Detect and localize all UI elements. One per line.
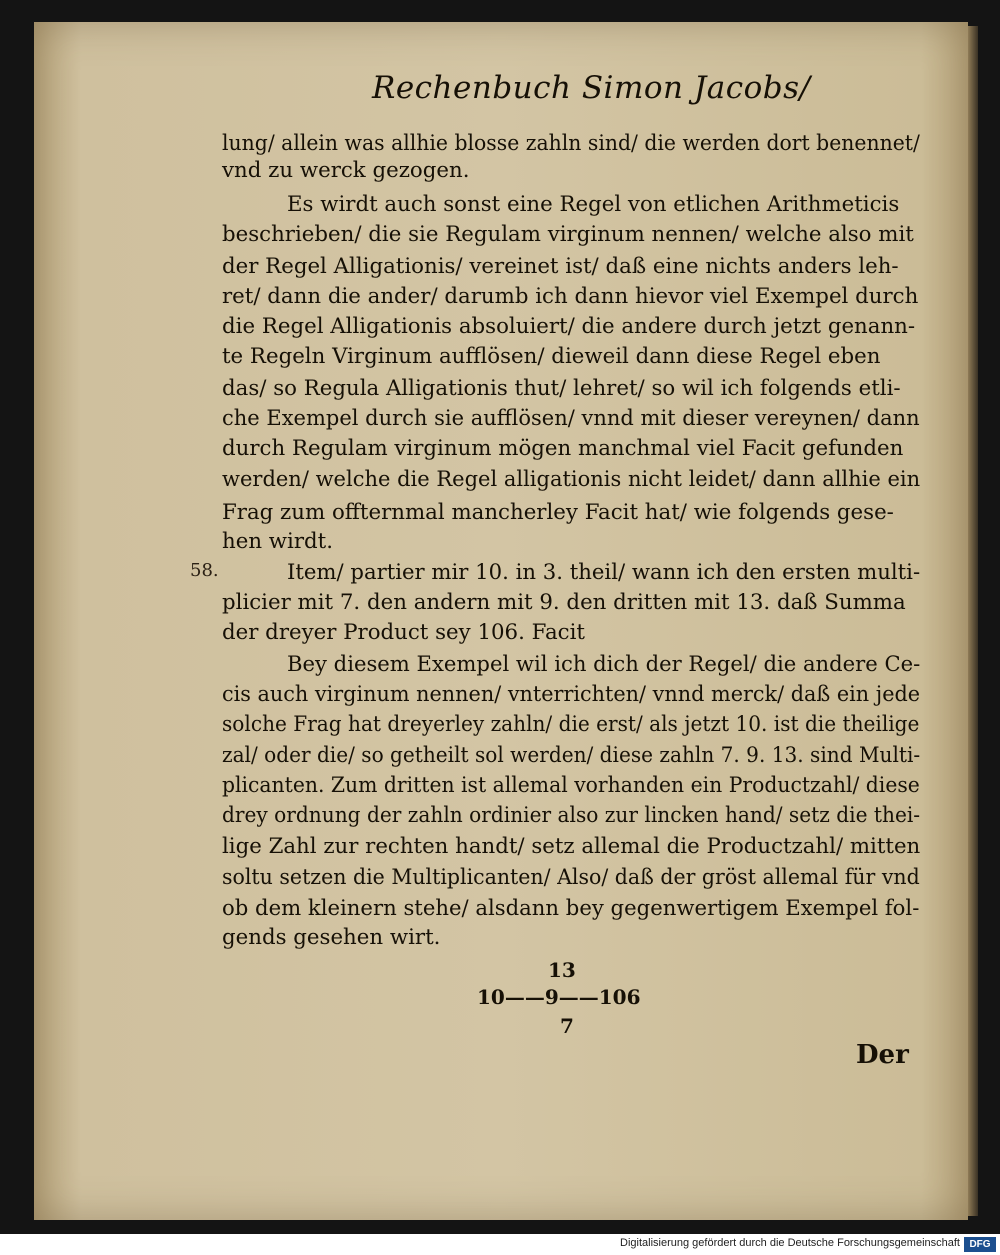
text-line: das/ so Regula Alligationis thut/ lehret/ so wil ich folgends etli- <box>222 376 901 401</box>
text-line: soltu setzen die Multiplicanten/ Also/ daß der gröst allemal für vnd <box>222 865 920 890</box>
text-line: vnd zu werck gezogen. <box>222 158 470 183</box>
text-line: die Regel Alligationis absoluiert/ die andere durch jetzt genann- <box>222 314 916 339</box>
text-line: ret/ dann die ander/ darumb ich dann hievor viel Exempel durch <box>222 284 919 309</box>
dfg-logo-icon: DFG <box>964 1237 996 1252</box>
text-line: hen wirdt. <box>222 529 333 554</box>
text-line: gends gesehen wirt. <box>222 925 441 950</box>
text-line: solche Frag hat dreyerley zahln/ die erst/ als jetzt 10. ist die theilige <box>222 712 920 737</box>
text-line: ob dem kleinern stehe/ alsdann bey gegenwertigem Exempel fol- <box>222 896 920 921</box>
text-line: drey ordnung der zahln ordinier also zur lincken hand/ setz die thei- <box>222 803 921 828</box>
text-line: der dreyer Product sey 106. Facit <box>222 620 585 645</box>
text-line: plicier mit 7. den andern mit 9. den dritten mit 13. daß Summa <box>222 590 906 615</box>
text-line: plicanten. Zum dritten ist allemal vorhanden ein Productzahl/ diese <box>222 773 920 798</box>
page-edge <box>968 26 978 1216</box>
text-line: Es wirdt auch sonst eine Regel von etlichen Arithmeticis <box>287 192 900 217</box>
text-line: werden/ welche die Regel alligationis nicht leidet/ dann allhie ein <box>222 467 921 492</box>
text-line: lige Zahl zur rechten handt/ setz allemal die Productzahl/ mitten <box>222 834 921 859</box>
text-line: Item/ partier mir 10. in 3. theil/ wann ich den ersten multi- <box>287 560 921 585</box>
text-line: zal/ oder die/ so getheilt sol werden/ diese zahln 7. 9. 13. sind Multi- <box>222 743 921 768</box>
text-line: durch Regulam virginum mögen manchmal viel Facit gefunden <box>222 436 904 461</box>
margin-number: 58. <box>190 560 219 581</box>
running-header: Rechenbuch Simon Jacobs/ <box>372 70 811 106</box>
text-line: che Exempel durch sie aufflösen/ vnnd mit dieser vereynen/ dann <box>222 406 920 431</box>
diagram-bottom-number: 7 <box>560 1014 574 1038</box>
footer-bar <box>0 1234 1000 1255</box>
text-line: Bey diesem Exempel wil ich dich der Regel/ die andere Ce- <box>287 652 921 677</box>
text-line: cis auch virginum nennen/ vnterrichten/ vnnd merck/ daß ein jede <box>222 682 921 707</box>
diagram-top-number: 13 <box>548 958 576 982</box>
text-line: beschrieben/ die sie Regulam virginum nennen/ welche also mit <box>222 222 914 247</box>
text-line: lung/ allein was allhie blosse zahln sind/ die werden dort benennet/ <box>222 131 920 156</box>
text-line: der Regel Alligationis/ vereinet ist/ daß eine nichts anders leh- <box>222 254 899 279</box>
diagram-row: 10——9——106 <box>477 985 641 1009</box>
text-line: te Regeln Virginum aufflösen/ dieweil dann diese Regel eben <box>222 344 881 369</box>
footer-credit: Digitalisierung gefördert durch die Deutsche Forschungsgemeinschaft <box>620 1237 960 1249</box>
text-line: Frag zum offternmal mancherley Facit hat/ wie folgends gese- <box>222 500 894 525</box>
catchword: Der <box>856 1040 909 1070</box>
